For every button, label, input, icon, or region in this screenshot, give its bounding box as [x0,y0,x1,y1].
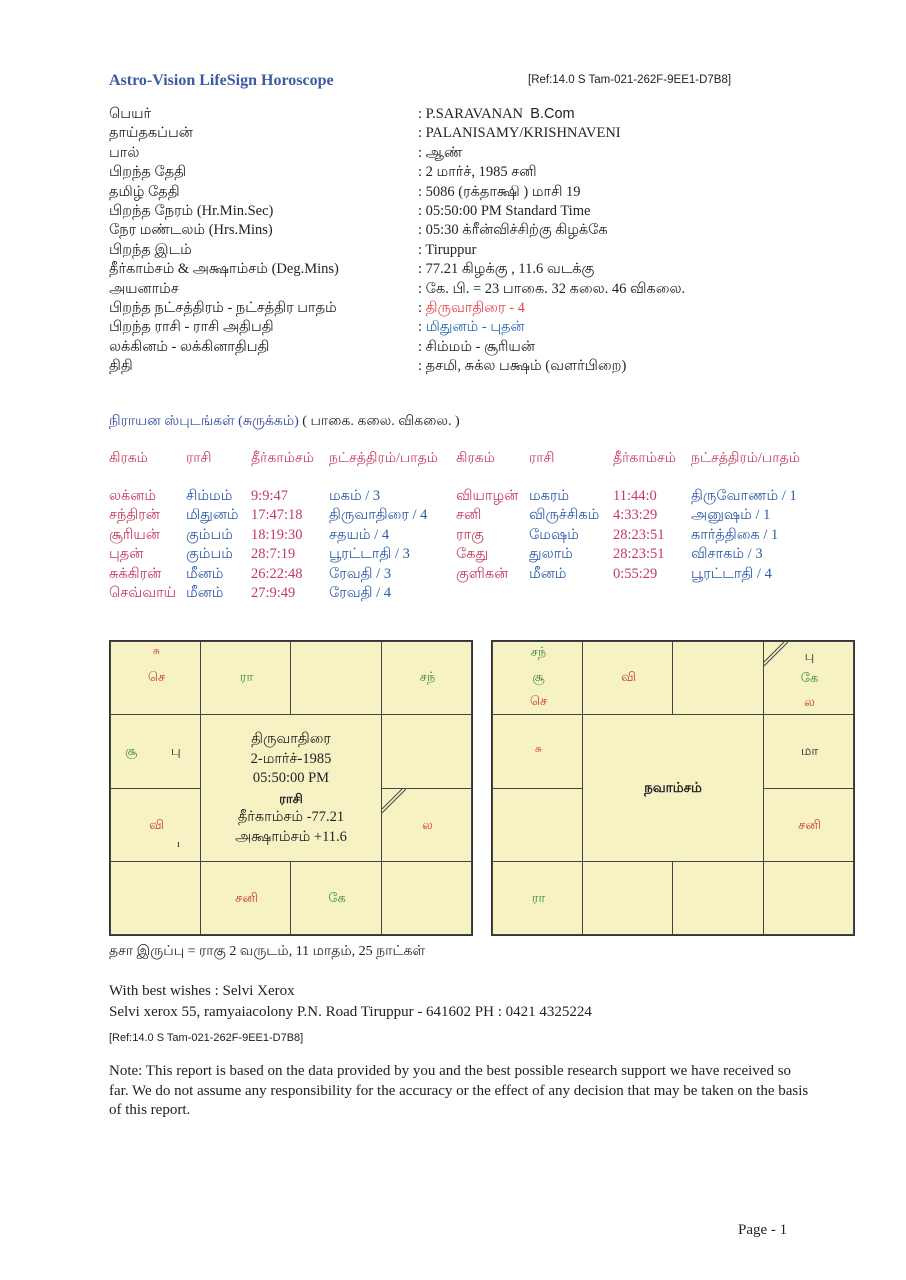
planet-cell: செவ்வாய் [109,585,177,601]
info-row-rasi [109,318,829,337]
degree-value: B.Com [530,106,575,122]
info-label: லக்கினம் - லக்கினாதிபதி [109,338,270,355]
info-value: : 05:30 க்ரீன்விச்சிற்கு கிழக்கே [418,222,608,239]
planet-cell: மகரம் [529,488,570,504]
info-row-birth-place [109,241,829,260]
info-label: பால் [109,144,140,161]
planet-cell: ராகு [456,526,484,543]
planet-cell: 0:55:29 [613,565,658,582]
rasi-value: மிதுனம் [425,319,479,336]
col-header: தீர்காம்சம் [251,451,314,466]
planet-cell: மீனம் [529,565,567,582]
rasi-cell-meenam: சு செ [110,641,201,715]
info-value: : 2 மார்ச், 1985 சனி [418,164,537,181]
planet-cell: கார்த்திகை / 1 [691,526,779,543]
planet-cell: பூரட்டாதி / 3 [329,546,410,563]
info-value: : தசமி, சுக்ல பக்ஷம் (வளர்பிறை) [418,358,627,375]
navamsa-cell-mithunam: பு கே ல [763,641,854,715]
info-label: பிறந்த தேதி [109,164,187,181]
dasa-balance: தசா இருப்பு = ராகு 2 வருடம், 11 மாதம், 25 நாட்கள் [109,944,426,959]
star-value: திருவாதிரை - 4 [425,299,525,316]
col-header: ராசி [186,451,212,466]
center-star: திருவாதிரை [251,731,331,747]
navamsa-cell-meenam: சந் சூ செ [492,641,583,715]
page-number: Page - 1 [738,1222,788,1238]
rasi-center [200,714,382,862]
planet-cell: சுக்கிரன் [109,565,162,582]
planet-cell: விசாகம் / 3 [691,546,763,563]
info-label: திதி [109,358,133,375]
planet-cell: திருவாதிரை / 4 [329,507,428,524]
center-latitude: அக்ஷாம்சம் +11.6 [235,828,347,845]
col-header: கிரகம் [456,451,495,466]
navamsa-cell-vrischikam [582,861,673,935]
info-row-lagnam [109,338,829,357]
planet-cell: 17:47:18 [251,507,303,524]
info-value: : சிம்மம் - சூரியன் [418,338,535,355]
navamsa-cell-kumbam: சு [492,714,583,789]
info-label: தமிழ் தேதி [109,183,180,200]
planet-cell: மேஷம் [529,526,579,543]
navamsa-cell-simmam: மா [763,714,854,789]
planet-cell: துலாம் [529,546,573,563]
col-header: நட்சத்திரம்/பாதம் [691,451,800,466]
stray-mark: ı [177,839,180,850]
info-label: நேர மண்டலம் (Hrs.Mins) [109,222,273,239]
info-row-timezone [109,221,829,240]
navamsa-center [582,714,764,862]
planet-cell: 28:23:51 [613,546,665,563]
center-date: 2-மார்ச்-1985 [250,750,332,767]
rasi-cell-makaram: வி ı [110,788,201,862]
info-row-birth-date [109,163,829,182]
planet-cell: 26:22:48 [251,565,303,582]
info-label: பிறந்த ராசி - ராசி அதிபதி [109,319,274,336]
planet-cell: புதன் [109,546,144,563]
planet-cell: 11:44:0 [613,488,657,504]
planet-cell: அனுஷம் / 1 [691,507,771,524]
center-longitude: தீர்காம்சம் -77.21 [237,809,345,825]
center-time: 05:50:00 PM [252,770,330,786]
navamsa-label: நவாம்சம் [644,780,702,795]
wishes-line: With best wishes : Selvi Xerox [109,983,295,999]
info-row-name [109,105,829,124]
info-label: பிறந்த நட்சத்திரம் - நட்சத்திர பாதம் [109,299,337,316]
planet-cell: சதயம் / 4 [329,526,390,543]
info-row-thithi [109,357,829,376]
info-value: : Tiruppur [418,241,477,258]
info-label: தாய்தகப்பன் [109,125,193,142]
info-row-star [109,299,829,318]
navamsa-cell-dhanus: ரா [492,861,583,935]
planet-cell: ரேவதி / 4 [329,585,392,601]
best-wishes [109,981,592,1023]
rasi-cell-mithunam: சந் [381,641,472,715]
planet-cell: கும்பம் [186,546,233,563]
planet-cell: விருச்சிகம் [529,507,600,524]
planet-cell: சிம்மம் [186,488,233,504]
info-row-parents [109,124,829,143]
info-value: : PALANISAMY/KRISHNAVENI [418,125,621,142]
info-row-ayanamsa [109,280,829,299]
planet-cell: 28:7:19 [251,546,296,563]
planet-cell: லக்னம் [109,488,157,504]
info-row-tamil-date [109,183,829,202]
rasi-cell-rishabam [290,641,382,715]
rasi-cell-vrischikam: சனி [200,861,291,935]
sputa-subtitle: ( பாகை. கலை. விகலை. ) [302,414,460,429]
planet-cell: பூரட்டாதி / 4 [691,565,772,582]
address-line: Selvi xerox 55, ramyaiacolony P.N. Road Tiruppur - 641602 PH : 0421 4325224 [109,1004,592,1020]
info-value: : 5086 (ரக்தாக்ஷி ) மாசி 19 [418,183,581,200]
info-row-gender [109,144,829,163]
navamsa-cell-mesham: வி [582,641,673,715]
info-row-coordinates [109,260,829,279]
rasi-cell-dhanus [110,861,201,935]
planet-cell: 28:23:51 [613,526,665,543]
navamsa-cell-kanni2 [763,861,854,935]
col-header: கிரகம் [109,451,148,466]
col-header: நட்சத்திரம்/பாதம் [329,451,438,466]
info-value: : 05:50:00 PM Standard Time [418,202,591,219]
rasi-cell-simmam: ல [381,788,472,862]
navamsa-cell-makaram [492,788,583,862]
planet-cell: 27:9:49 [251,585,296,601]
planet-cell: மீனம் [186,585,224,601]
col-header: ராசி [529,451,555,466]
report-title: Astro-Vision LifeSign Horoscope [109,72,334,89]
navamsa-chart [491,640,855,936]
navamsa-cell-thulam [672,861,764,935]
center-label: ராசி [279,790,303,806]
birth-details [109,105,829,376]
info-label: பெயர் [109,106,152,122]
lagna-mark-icon [382,789,406,813]
reference-code-bottom: [Ref:14.0 S Tam-021-262F-9EE1-D7B8] [109,1032,304,1044]
info-label: பிறந்த இடம் [109,241,192,258]
planet-cell: குளிகன் [456,565,509,582]
planet-cell: ரேவதி / 3 [329,565,392,582]
disclaimer-note: Note: This report is based on the data provided by you and the best possible research support we have received so far. We do not assume any responsibility for the accuracy or the effect of any decision that may be taken on the basis of this report. [109,1063,809,1118]
planet-cell: மகம் / 3 [329,488,381,504]
info-row-birth-time [109,202,829,221]
info-value: : திருவாதிரை - 4 [418,299,525,316]
navamsa-cell-rishabam [672,641,764,715]
rasi-cell-kanni [381,861,472,935]
navamsa-cell-kanni: சனி [763,788,854,862]
info-label: பிறந்த நேரம் (Hr.Min.Sec) [109,202,274,219]
rasi-cell-kumbam: சூ பு [110,714,201,789]
planet-cell: கேது [456,546,489,563]
planet-cell: 4:33:29 [613,507,658,524]
info-value: : 77.21 கிழக்கு , 11.6 வடக்கு [418,261,595,278]
info-label: அயனாம்ச [109,280,179,297]
planet-cell: மீனம் [186,565,224,582]
sputa-title: நிராயன ஸ்புடங்கள் (சுருக்கம்) ( பாகை. கலை. விகலை. ) [109,414,460,429]
planet-cell: 9:9:47 [251,488,289,504]
rasi-chart [109,640,473,936]
planet-cell: கும்பம் [186,526,233,543]
info-label: தீர்காம்சம் & அக்ஷாம்சம் (Deg.Mins) [109,261,339,278]
planet-cell: 18:19:30 [251,526,303,543]
planet-cell: திருவோணம் / 1 [691,488,797,504]
reference-code: [Ref:14.0 S Tam-021-262F-9EE1-D7B8] [528,74,732,86]
planet-cell: வியாழன் [456,488,519,504]
info-value: : ஆண் [418,144,463,161]
rasi-cell-thulam: கே [290,861,382,935]
info-value: : மிதுனம் - புதன் [418,319,525,336]
rasi-cell-katakam [381,714,472,789]
col-header: தீர்காம்சம் [613,451,676,466]
rasi-cell-mesham: ரா [200,641,291,715]
planet-cell: சூரியன் [109,526,160,543]
planet-cell: சனி [456,507,482,524]
info-value: : P.SARAVANAN B.Com [418,106,575,122]
planet-cell: மிதுனம் [186,507,239,524]
planet-cell: சந்திரன் [109,507,160,524]
info-value: : கே. பி. = 23 பாகை. 32 கலை. 46 விகலை. [418,280,686,297]
